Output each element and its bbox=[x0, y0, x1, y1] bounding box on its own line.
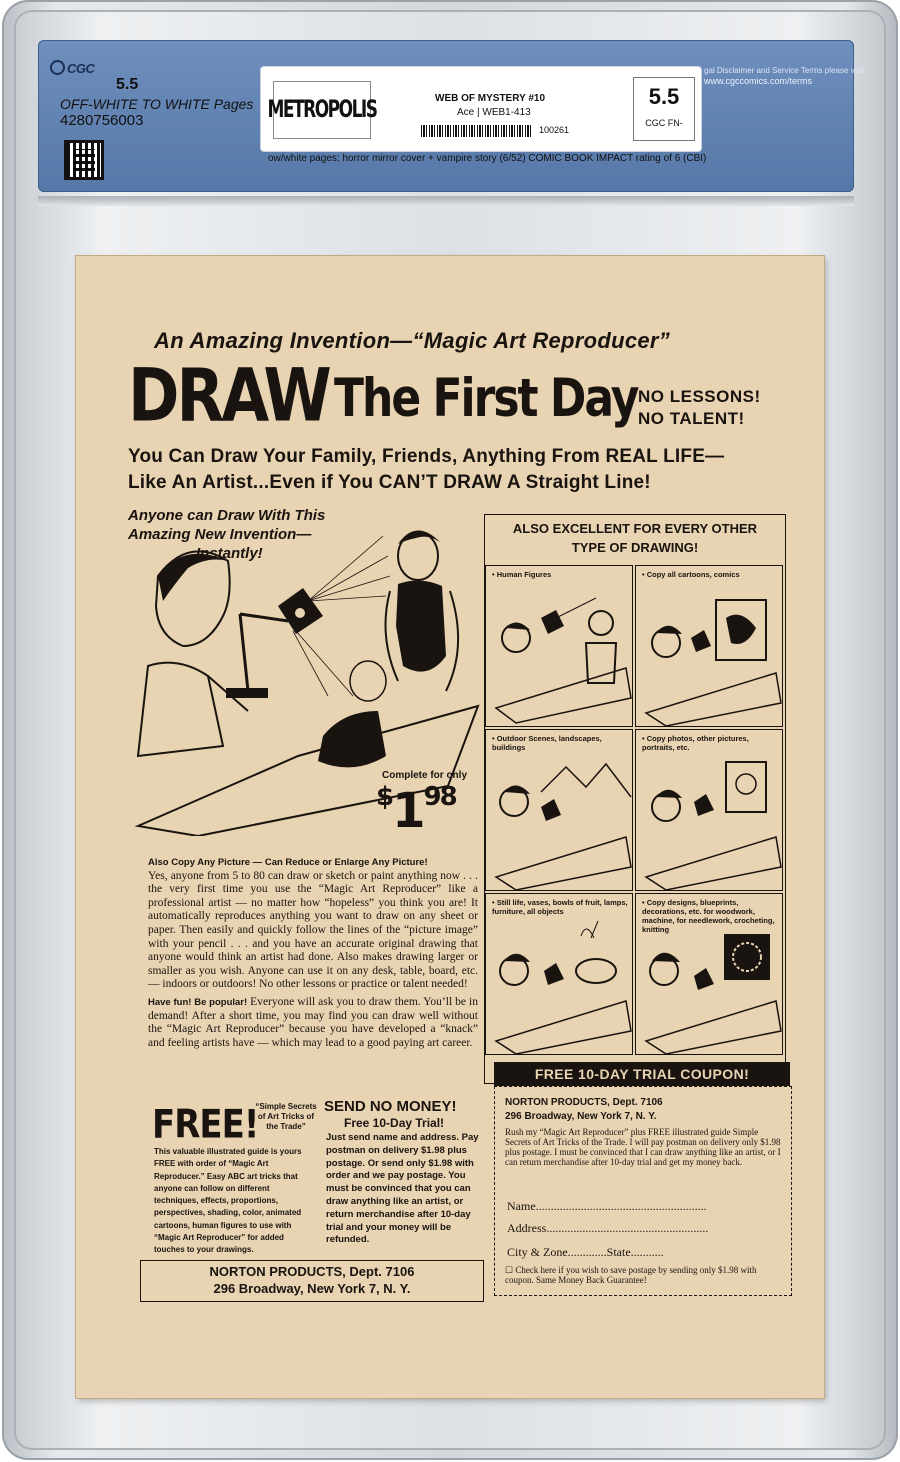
anyone-can-draw bbox=[128, 506, 325, 563]
label-notes: ow/white pages; horror mirror cover + vampire story (6/52) COMIC BOOK IMPACT rating of 6 (CBI) bbox=[268, 153, 707, 164]
photos-icon bbox=[636, 752, 783, 891]
publisher-logo-text: METROPOLIS bbox=[267, 96, 377, 124]
cell-caption: • Outdoor Scenes, landscapes, buildings bbox=[492, 734, 602, 752]
comic-back-cover bbox=[76, 256, 824, 1398]
coupon-company: NORTON PRODUCTS, Dept. 7106 bbox=[505, 1097, 663, 1108]
trial-coupon[interactable] bbox=[494, 1086, 792, 1296]
price-dollar: $ bbox=[376, 782, 393, 812]
cell-caption: • Copy all cartoons, comics bbox=[642, 570, 740, 579]
grid-cell-cartoons bbox=[635, 565, 783, 727]
cgc-logo bbox=[50, 60, 94, 76]
send-no-money: SEND NO MONEY! bbox=[324, 1098, 457, 1115]
grading-label bbox=[38, 40, 867, 192]
ad-subhead bbox=[128, 444, 788, 496]
grade-small: 5.5 bbox=[116, 76, 139, 93]
copy-lead: Also Copy Any Picture — Can Reduce or Enlarge Any Picture! bbox=[148, 857, 428, 868]
grid-cell-designs bbox=[635, 893, 783, 1055]
label-divider bbox=[38, 196, 854, 206]
grid-title bbox=[485, 519, 785, 557]
anyone-line-2: Amazing New Invention— bbox=[128, 526, 312, 543]
no-talent-text: NO TALENT! bbox=[638, 409, 745, 428]
anyone-line-3: Instantly! bbox=[196, 545, 263, 562]
address-line-2: 296 Broadway, New York 7, N. Y. bbox=[213, 1281, 411, 1296]
ad-headline: An Amazing Invention—“Magic Art Reproducer” bbox=[154, 328, 671, 353]
address-line-1: NORTON PRODUCTS, Dept. 7106 bbox=[209, 1264, 415, 1279]
outdoor-scenes-icon bbox=[486, 752, 633, 891]
cartoons-icon bbox=[636, 588, 783, 727]
grade-word: CGC FN- bbox=[645, 118, 683, 128]
coupon-copy: Rush my “Magic Art Reproducer” plus FREE illustrated guide Simple Secrets of Art Tricks of the Trade. I will pay postman on delivery only $1.98 plus postage. I must be convinced that I can draw anything like an artist, or I can return merchandise after 10-day trial and get my money back. bbox=[505, 1127, 781, 1167]
cell-caption: • Copy designs, blueprints, decorations, etc. for woodwork, machine, for needlework, crocheting, knitting bbox=[642, 898, 775, 934]
copy-paragraph-2: Everyone will ask you to draw them. You’ll be in demand! After a short time, you may find you can draw well without the “Magic Art Reproducer” because you have developed a “knack” and feeling artists have — which may lead to a good paying art career. bbox=[148, 995, 478, 1049]
subhead-line-2: Like An Artist...Even if You CAN’T DRAW A Straight Line! bbox=[128, 472, 651, 493]
coupon-banner: FREE 10-DAY TRIAL COUPON! bbox=[494, 1062, 790, 1086]
price-label: Complete for only bbox=[382, 770, 468, 781]
grid-title-line-2: TYPE OF DRAWING! bbox=[571, 540, 699, 555]
barcode-icon bbox=[421, 125, 533, 137]
ad-no-lessons bbox=[638, 386, 761, 430]
grid-cell-outdoor-scenes bbox=[485, 729, 633, 891]
price-dollars: 1 bbox=[392, 783, 424, 839]
cell-caption: • Copy photos, other pictures, portraits, etc. bbox=[642, 734, 749, 752]
free-guide-copy: This valuable illustrated guide is yours FREE with order of “Magic Art Reproducer.” Easy ABC art tricks that anyone can follow on different techniques, effects, proportions, perspectives, shading, color, animated cartoons, human figures to use with “Magic Art Reproducer” for added touches to your drawings. bbox=[154, 1147, 302, 1255]
cgc-logo-text: CGC bbox=[67, 61, 95, 76]
no-lessons-text: NO LESSONS! bbox=[638, 387, 761, 406]
human-figures-icon bbox=[486, 588, 633, 727]
coupon-address: 296 Broadway, New York 7, N. Y. bbox=[505, 1111, 657, 1122]
cell-caption: • Human Figures bbox=[492, 570, 552, 579]
send-copy: Just send name and address. Pay postman on delivery $1.98 plus postage. Or send only $1.98 with order and we pay postage. You must be convinced that you can draw anything like an artist, or return merchandise after 10-day trial and your money will be refunded. bbox=[326, 1132, 479, 1246]
free-heading: FREE! bbox=[152, 1102, 259, 1148]
ad-body-copy bbox=[148, 856, 478, 1054]
uses-grid bbox=[484, 514, 786, 1084]
page-quality: OFF-WHITE TO WHITE Pages bbox=[60, 96, 254, 112]
publisher-logo bbox=[267, 81, 377, 139]
grade-box bbox=[633, 77, 695, 141]
cgc-logo-icon bbox=[50, 60, 65, 75]
free-trial: Free 10-Day Trial! bbox=[344, 1116, 445, 1130]
company-address-box bbox=[140, 1260, 484, 1302]
price-cents: 98 bbox=[423, 782, 456, 812]
qr-code-icon[interactable] bbox=[64, 140, 104, 180]
cert-number: 4280756003 bbox=[60, 112, 144, 129]
coupon-name-field[interactable]: Name......................................................... bbox=[507, 1199, 707, 1213]
ad-draw-word: DRAW bbox=[128, 352, 329, 439]
copy-lead-2: Have fun! Be popular! bbox=[148, 996, 248, 1008]
coupon-checkbox[interactable]: ☐ Check here if you wish to save postage by sending only $1.98 with coupon. Same Money Back Guarantee! bbox=[505, 1265, 757, 1285]
grid-title-line-1: ALSO EXCELLENT FOR EVERY OTHER bbox=[512, 521, 758, 536]
book-code: Ace | WEB1-413 bbox=[457, 107, 531, 118]
cell-caption: • Still life, vases, bowls of fruit, lamps, furniture, all objects bbox=[492, 898, 628, 916]
copy-paragraph-1: Yes, anyone from 5 to 80 can draw or sketch or paint anything now . . . the very first time you use the “Magic Art Reproducer” like a professional artist — no matter how “hopeless” you think you are! It automatically reproduces anything you want to draw on any sheet or paper. Then easily and quickly follow the lines of the “picture image” with your pencil . . . and you have an accurate original drawing that anyone would think an artist had done. Also makes drawing larger or smaller as you wish. Anyone can use it on any desk, table, board, etc. — indoors or outdoors! No other lessons or practice or talent needed! bbox=[148, 869, 478, 991]
anyone-line-1: Anyone can Draw With This bbox=[128, 507, 326, 524]
book-title: WEB OF MYSTERY #10 bbox=[435, 93, 546, 104]
coupon-city-field[interactable]: City & Zone.............State........... bbox=[507, 1245, 664, 1259]
grid-cell-photos bbox=[635, 729, 783, 891]
terms-link[interactable]: www.cgccomics.com/terms bbox=[704, 76, 813, 86]
price bbox=[376, 782, 456, 839]
ad-first-day: The First Day bbox=[334, 368, 638, 430]
grade-number: 5.5 bbox=[648, 84, 680, 109]
coupon-address-field[interactable]: Address...................................................... bbox=[507, 1221, 709, 1235]
grid-cell-still-life bbox=[485, 893, 633, 1055]
subhead-line-1: You Can Draw Your Family, Friends, Anything From REAL LIFE— bbox=[128, 446, 725, 467]
free-guide-title: “Simple Secrets of Art Tricks of the Trade” bbox=[255, 1102, 317, 1131]
barcode-number: 100261 bbox=[539, 125, 570, 135]
grid-cell-human-figures bbox=[485, 565, 633, 727]
label-info-box bbox=[260, 66, 702, 152]
still-life-icon bbox=[486, 916, 633, 1055]
legal-disclaimer: gal Disclaimer and Service Terms please visit: bbox=[704, 66, 867, 75]
designs-icon bbox=[636, 916, 783, 1055]
